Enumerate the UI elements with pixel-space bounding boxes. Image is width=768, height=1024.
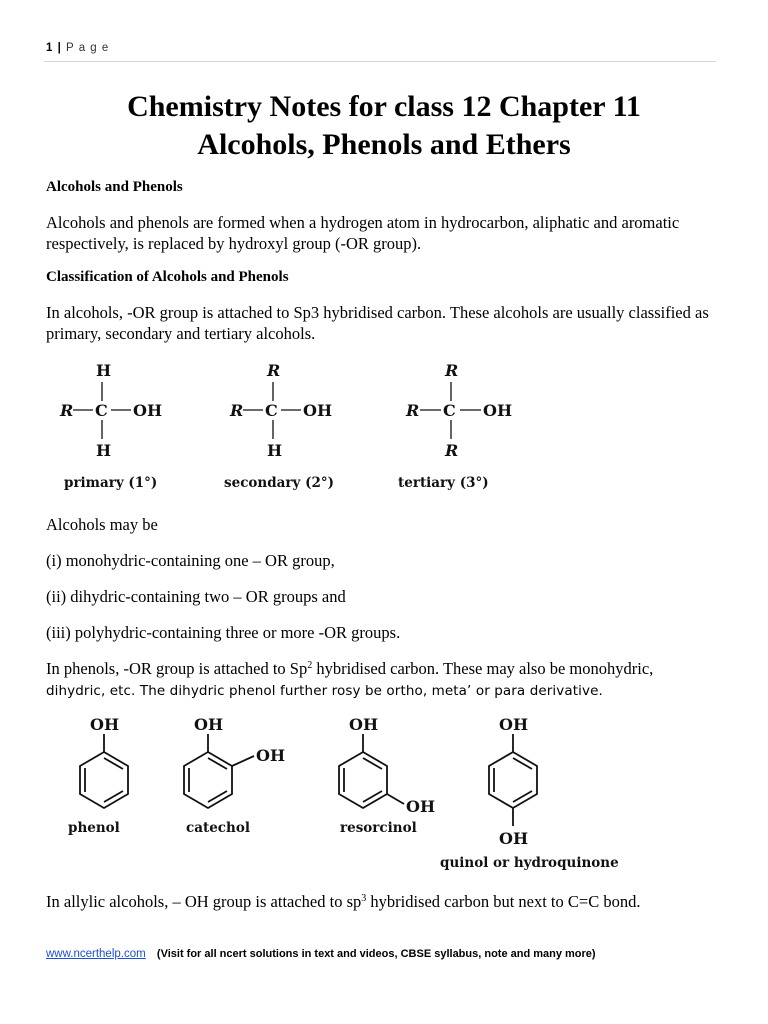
list-intro: Alcohols may be [46, 515, 158, 534]
tertiary-bottom-r: R [445, 441, 459, 460]
secondary-bottom-h: H [267, 441, 283, 460]
caption-catechol: catechol [186, 820, 250, 836]
secondary-carbon: C [265, 401, 278, 420]
list-item-polyhydric: (iii) polyhydric-containing three or more -OR groups. [46, 623, 401, 642]
resorcinol-oh-side: OH [406, 797, 436, 816]
primary-oh: OH [133, 401, 163, 420]
quinol-oh-bottom: OH [499, 829, 529, 848]
title-line-2: Alcohols, Phenols and Ethers [197, 128, 571, 161]
caption-tertiary: tertiary (3°) [398, 475, 489, 491]
paragraph-allylic [46, 891, 726, 912]
paragraph-classification: In alcohols, -OR group is attached to Sp3 hybridised carbon. These alcohols are usually classified as primary, secondary and tertiary alcohols. [46, 303, 709, 343]
page-footer [46, 948, 596, 960]
secondary-left-r: R [230, 401, 244, 420]
secondary-oh: OH [303, 401, 333, 420]
caption-resorcinol: resorcinol [340, 820, 417, 836]
tertiary-carbon: C [443, 401, 456, 420]
primary-carbon: C [95, 401, 108, 420]
quinol-oh-top: OH [499, 715, 529, 734]
page-separator: | [57, 42, 62, 54]
list-item-dihydric: (ii) dihydric-containing two – OR groups and [46, 587, 346, 606]
tertiary-left-r: R [406, 401, 420, 420]
heading-classification: Classification of Alcohols and Phenols [46, 269, 289, 285]
phenol-text-3: dihydric, etc. The dihydric phenol further rosy be ortho, meta’ or para derivative. [46, 683, 603, 699]
heading-alcohols-phenols: Alcohols and Phenols [46, 179, 183, 195]
page-title [0, 88, 768, 164]
list-item-monohydric: (i) monohydric-containing one – OR group, [46, 551, 335, 570]
phenol-superscript: 2 [307, 660, 313, 671]
phenol-text-1: In phenols, -OR group is attached to Sp [46, 659, 308, 678]
title-line-1: Chemistry Notes for class 12 Chapter 11 [127, 90, 641, 123]
resorcinol-oh-top: OH [349, 715, 379, 734]
phenol-oh: OH [90, 715, 120, 734]
primary-bottom-h: H [96, 441, 112, 460]
primary-top-h: H [96, 361, 112, 380]
paragraph-phenols [46, 658, 726, 702]
page-header [46, 42, 109, 54]
allylic-text-2: hybridised carbon but next to C=C bond. [366, 892, 641, 911]
tertiary-oh: OH [483, 401, 513, 420]
tertiary-top-r: R [445, 361, 459, 380]
phenol-structures-figure [40, 710, 640, 875]
footer-note: (Visit for all ncert solutions in text and videos, CBSE syllabus, note and many more) [156, 948, 596, 960]
allylic-superscript: 3 [361, 893, 367, 904]
secondary-top-r: R [267, 361, 281, 380]
phenol-text-2: hybridised carbon. These may also be monohydric, [312, 659, 654, 678]
catechol-oh-side: OH [256, 746, 286, 765]
catechol-oh-top: OH [194, 715, 224, 734]
primary-left-r: R [60, 401, 74, 420]
footer-link[interactable]: www.ncerthelp.com [46, 948, 146, 960]
caption-quinol: quinol or hydroquinone [440, 855, 619, 871]
caption-primary: primary (1°) [64, 475, 158, 491]
caption-secondary: secondary (2°) [224, 475, 334, 491]
page-label: P a g e [66, 42, 110, 54]
page-number: 1 [46, 42, 54, 54]
allylic-text-1: In allylic alcohols, – OH group is attached to sp [46, 892, 362, 911]
paragraph-intro: Alcohols and phenols are formed when a hydrogen atom in hydrocarbon, aliphatic and aromatic respectively, is replaced by hydroxyl group (-OR group). [46, 213, 680, 253]
caption-phenol: phenol [68, 820, 120, 836]
alcohol-structures-figure [40, 355, 540, 500]
header-divider [44, 61, 716, 62]
